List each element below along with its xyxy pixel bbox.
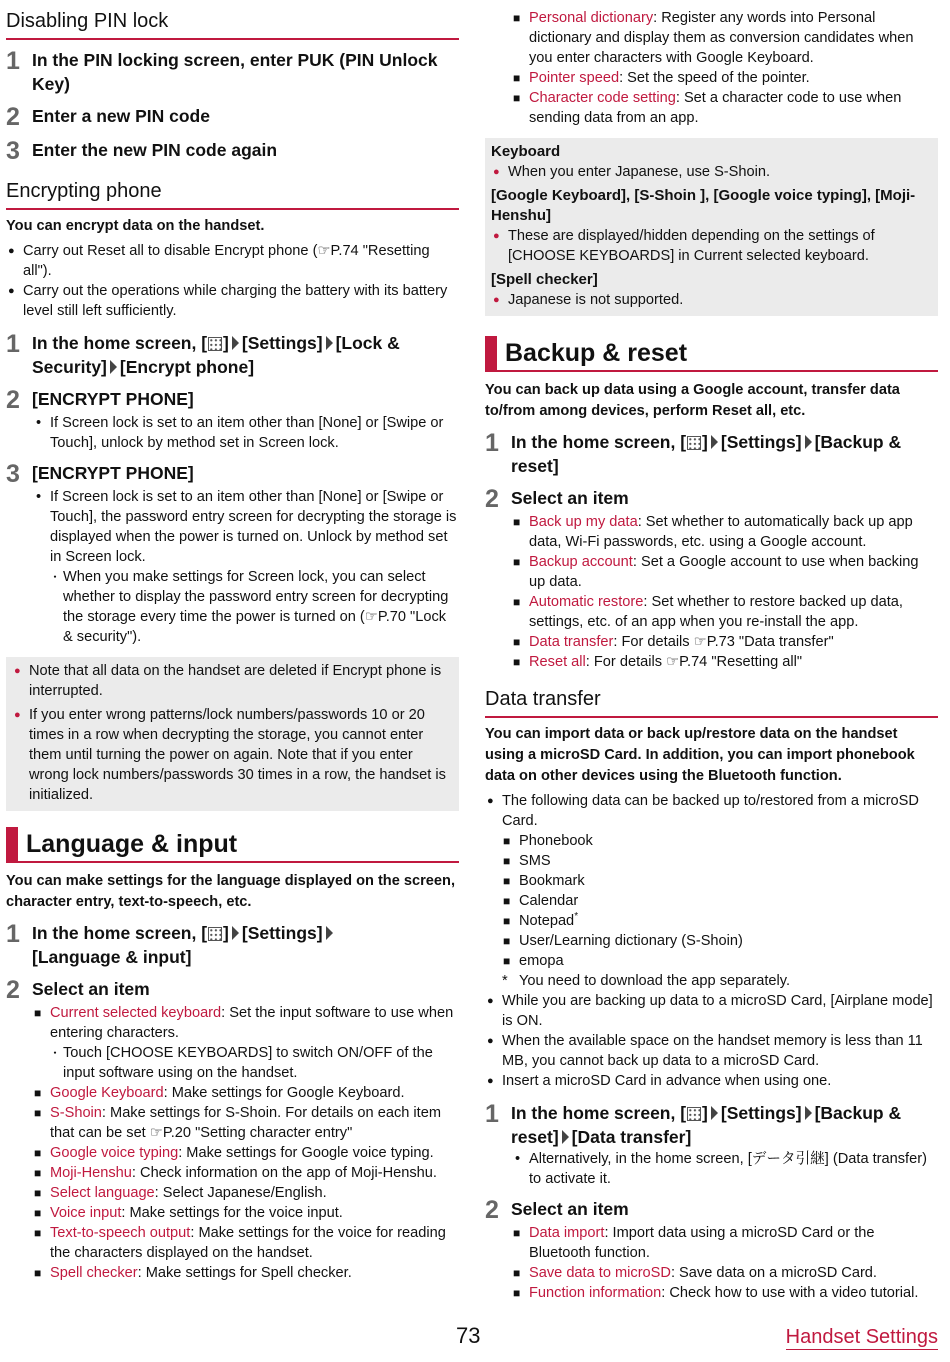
step <box>6 387 459 413</box>
step-text-part: In the home screen, [ <box>511 432 687 452</box>
triangle-right-icon <box>110 360 117 374</box>
step <box>485 486 938 512</box>
item-desc: : Set a Google account to use when backing up data. <box>529 554 919 590</box>
step-note: • If Screen lock is set to an item other than [None] or [Swipe or Touch], unlock by method set in Screen lock. <box>33 413 459 453</box>
note-heading: [Google Keyboard], [S-Shoin ], [Google voice typing], [Moji-Henshu] <box>491 187 916 224</box>
apps-grid-icon <box>687 1107 701 1121</box>
list-item <box>512 552 938 592</box>
page-number: 73 <box>456 1323 481 1348</box>
item-desc: : Make settings for Google voice typing. <box>178 1145 434 1161</box>
item-term: Automatic restore <box>529 594 644 610</box>
footnote-mark: * <box>574 911 579 923</box>
item-term: Save data to microSD <box>529 1265 671 1281</box>
section-title-language: Language & input <box>6 827 459 863</box>
item-term: Backup account <box>529 554 633 570</box>
item-term: Google Keyboard <box>50 1085 164 1101</box>
note-box <box>485 138 938 316</box>
section-lead: You can make settings for the language displayed on the screen, character entry, text-to-speech, etc. <box>6 873 456 910</box>
item-desc: : Save data on a microSD Card. <box>670 1265 877 1281</box>
triangle-right-icon <box>711 435 718 449</box>
list-item <box>512 1283 938 1303</box>
step-text: Enter a new PIN code <box>32 106 210 126</box>
item-subnote: ・ Touch [CHOOSE KEYBOARDS] to switch ON/OFF of the input software using on the handset. <box>50 1043 459 1083</box>
list-item <box>33 1203 459 1223</box>
note-heading: [Spell checker] <box>491 271 598 288</box>
step-number: 1 <box>485 1100 499 1128</box>
step-text-part: ] <box>702 432 708 452</box>
step-text-part: [Encrypt phone] <box>119 357 255 377</box>
list-item <box>512 88 938 128</box>
step-text-part: ] <box>223 923 229 943</box>
step-text-part: [Settings] <box>720 432 802 452</box>
note: ● When you enter Japanese, use S-Shoin. <box>491 162 932 182</box>
footnote <box>502 971 938 991</box>
list-item <box>512 652 938 672</box>
step <box>6 331 459 379</box>
item-term: Text-to-speech output <box>50 1225 191 1241</box>
step-number: 3 <box>6 460 20 488</box>
item-desc: : Check how to use with a video tutorial. <box>661 1285 919 1301</box>
list-item: ■ Phonebook <box>502 831 938 851</box>
step-number: 2 <box>6 103 20 131</box>
step-number: 2 <box>6 976 20 1004</box>
note: ● If you enter wrong patterns/lock numbers/passwords 10 or 20 times in a row when decrypting the storage, you cannot enter them until turning the power on again. Note that if you enter wrong lock numbers/passwords 30 times in a row, the handset is initialized. <box>12 705 453 805</box>
step-text-part: In the home screen, [ <box>511 1103 687 1123</box>
triangle-right-icon <box>805 1106 812 1120</box>
section-title-data-transfer: Data transfer <box>485 678 938 718</box>
list-item: ■ SMS <box>502 851 938 871</box>
step-text-part: [Settings] <box>720 1103 802 1123</box>
step-text-part: ] <box>223 333 229 353</box>
triangle-right-icon <box>805 435 812 449</box>
footnote-text: You need to download the app separately. <box>519 973 791 989</box>
item-term: Pointer speed <box>529 70 620 86</box>
item-desc: : Check information on the app of Moji-Henshu. <box>131 1165 437 1181</box>
bullet: ● Carry out the operations while charging the battery with its battery level still left sufficiently. <box>6 281 459 321</box>
step <box>485 430 938 478</box>
item-term: Spell checker <box>50 1265 138 1281</box>
item-desc: : For details ☞P.73 "Data transfer" <box>613 634 834 650</box>
note: ● Japanese is not supported. <box>491 290 932 310</box>
item-desc: : Select Japanese/English. <box>154 1185 327 1201</box>
item-desc: : Set the input software to use when entering characters. <box>50 1005 454 1041</box>
step-text: Select an item <box>32 979 150 999</box>
step-number: 1 <box>6 330 20 358</box>
triangle-right-icon <box>232 926 239 940</box>
item-term: Voice input <box>50 1205 122 1221</box>
list-item: ■ emopa <box>502 951 938 971</box>
note: ● These are displayed/hidden depending on the settings of [CHOOSE KEYBOARDS] in Current selected keyboard. <box>491 226 932 266</box>
bullet: ● Insert a microSD Card in advance when using one. <box>485 1071 938 1091</box>
bullet: ● Carry out Reset all to disable Encrypt phone (☞P.74 "Resetting all"). <box>6 241 459 281</box>
item-desc: : For details ☞P.74 "Resetting all" <box>585 654 803 670</box>
item-desc: : Set whether to restore backed up data, settings, etc. of an app when you re-install the app. <box>529 594 903 630</box>
step-number: 2 <box>6 386 20 414</box>
right-column <box>485 0 938 1303</box>
note-heading: Keyboard <box>491 143 561 160</box>
item-term: Reset all <box>529 654 586 670</box>
triangle-right-icon <box>711 1106 718 1120</box>
triangle-right-icon <box>326 926 333 940</box>
left-column <box>6 0 459 1283</box>
list-item <box>33 1103 459 1143</box>
step-text <box>511 430 938 478</box>
step <box>6 461 459 487</box>
list-item <box>512 592 938 632</box>
item-desc: : Make settings for S-Shoin. For details on each item that can be set ☞P.20 "Setting character entry" <box>50 1105 441 1141</box>
item-desc: : Make settings for the voice input. <box>121 1205 343 1221</box>
triangle-right-icon <box>326 336 333 350</box>
step-text: [ENCRYPT PHONE] <box>32 389 194 409</box>
step-text-part: In the home screen, [ <box>32 923 208 943</box>
item-desc: : Set the speed of the pointer. <box>619 70 810 86</box>
list-item <box>33 1163 459 1183</box>
step-number: 2 <box>485 485 499 513</box>
list-item <box>512 68 938 88</box>
item-term: S-Shoin <box>50 1105 102 1121</box>
step-text-part: [Backup & reset] <box>511 1103 902 1147</box>
apps-grid-icon <box>208 337 222 351</box>
list-item <box>33 1143 459 1163</box>
step-text-part: [Settings] <box>241 333 323 353</box>
item-term: Personal dictionary <box>529 10 654 26</box>
item-term: Data transfer <box>529 634 614 650</box>
list-item <box>33 1223 459 1263</box>
step <box>6 48 459 96</box>
list-item <box>33 1263 459 1283</box>
item-term: Moji-Henshu <box>50 1165 132 1181</box>
apps-grid-icon <box>687 436 701 450</box>
list-item <box>512 512 938 552</box>
item-desc: : Make settings for Google Keyboard. <box>163 1085 405 1101</box>
section-title-backup: Backup & reset <box>485 336 938 372</box>
triangle-right-icon <box>232 336 239 350</box>
item-term: Google voice typing <box>50 1145 179 1161</box>
step-number: 1 <box>485 429 499 457</box>
list-item <box>512 1263 938 1283</box>
step-number: 1 <box>6 47 20 75</box>
step-text: Select an item <box>511 1199 629 1219</box>
step-text: In the PIN locking screen, enter PUK (PIN Unlock Key) <box>32 50 438 94</box>
bullet: ● While you are backing up data to a microSD Card, [Airplane mode] is ON. <box>485 991 938 1031</box>
step-text: [ENCRYPT PHONE] <box>32 463 194 483</box>
step <box>6 104 459 130</box>
step-text-part: ] <box>702 1103 708 1123</box>
list-item: ■ Calendar <box>502 891 938 911</box>
step-text-part: [Language & input] <box>32 947 192 967</box>
item-term: Back up my data <box>529 514 638 530</box>
list-item <box>502 911 938 931</box>
step <box>6 921 459 969</box>
bullet: ● The following data can be backed up to/restored from a microSD Card. <box>485 791 938 831</box>
step <box>485 1197 938 1223</box>
section-lead: You can back up data using a Google account, transfer data to/from among devices, perform Reset all, etc. <box>485 382 900 419</box>
item-term: Current selected keyboard <box>50 1005 222 1021</box>
step-text <box>32 331 459 379</box>
item-desc: : Make settings for Spell checker. <box>137 1265 352 1281</box>
step-number: 2 <box>485 1196 499 1224</box>
step-number: 1 <box>6 920 20 948</box>
step-text-part: [Backup & reset] <box>511 432 902 476</box>
list-item: ■ Bookmark <box>502 871 938 891</box>
step-note: • If Screen lock is set to an item other than [None] or [Swipe or Touch], the password entry screen for decrypting the storage is displayed when the power is turned on. Unlock by method set in Screen lock. <box>33 487 459 567</box>
item-term: Data import <box>529 1225 605 1241</box>
section-footer-link[interactable]: Handset Settings <box>785 1326 938 1348</box>
list-item <box>33 1183 459 1203</box>
triangle-right-icon <box>562 1130 569 1144</box>
step-text-part: [Lock & Security] <box>32 333 400 377</box>
step-text <box>511 1101 938 1149</box>
section-lead: You can encrypt data on the handset. <box>6 218 265 234</box>
item-term: Select language <box>50 1185 155 1201</box>
step <box>485 1101 938 1149</box>
item-text: Notepad <box>519 913 575 929</box>
item-desc: : Set whether to automatically back up app data, Wi-Fi passwords, etc. using a Google account. <box>529 514 913 550</box>
step-subnote: ・ When you make settings for Screen lock, you can select whether to display the password entry screen for decrypting the storage every time the power is turned on (☞P.70 "Lock & security"). <box>50 567 459 647</box>
step-text-part: [Settings] <box>241 923 323 943</box>
section-title-encrypt: Encrypting phone <box>6 170 459 210</box>
step-text <box>32 921 336 969</box>
item-desc: : Import data using a microSD Card or the Bluetooth function. <box>529 1225 875 1261</box>
step <box>6 138 459 164</box>
list-item <box>512 1223 938 1263</box>
step-text: Select an item <box>511 488 629 508</box>
item-desc: : Register any words into Personal dictionary and display them as conversion candidates when you enter characters with Google Keyboard. <box>529 10 914 66</box>
item-term: Character code setting <box>529 90 676 106</box>
list-item <box>33 1003 459 1043</box>
note: ● Note that all data on the handset are deleted if Encrypt phone is interrupted. <box>12 661 453 701</box>
step-text-part: [Data transfer] <box>571 1127 692 1147</box>
list-item <box>33 1083 459 1103</box>
item-desc: : Make settings for the voice for reading the characters displayed on the handset. <box>50 1225 446 1261</box>
step-number: 3 <box>6 137 20 165</box>
bullet: ● When the available space on the handset memory is less than 11 MB, you cannot back up data to a microSD Card. <box>485 1031 938 1071</box>
apps-grid-icon <box>208 927 222 941</box>
item-desc: : Set a character code to use when sending data from an app. <box>529 90 902 126</box>
footnote-mark: * <box>502 973 508 989</box>
item-term: Function information <box>529 1285 662 1301</box>
section-lead: You can import data or back up/restore data on the handset using a microSD Card. In addition, you can import phonebook data on other devices using the Bluetooth function. <box>485 726 915 784</box>
list-item <box>512 632 938 652</box>
step-text: Enter the new PIN code again <box>32 140 278 160</box>
list-item: ■ User/Learning dictionary (S-Shoin) <box>502 931 938 951</box>
step <box>6 977 459 1003</box>
section-title-pin: Disabling PIN lock <box>6 0 459 40</box>
step-text-part: In the home screen, [ <box>32 333 208 353</box>
step-note: • Alternatively, in the home screen, [データ引継] (Data transfer) to activate it. <box>512 1149 938 1189</box>
note-box <box>6 657 459 811</box>
list-item <box>512 8 938 68</box>
